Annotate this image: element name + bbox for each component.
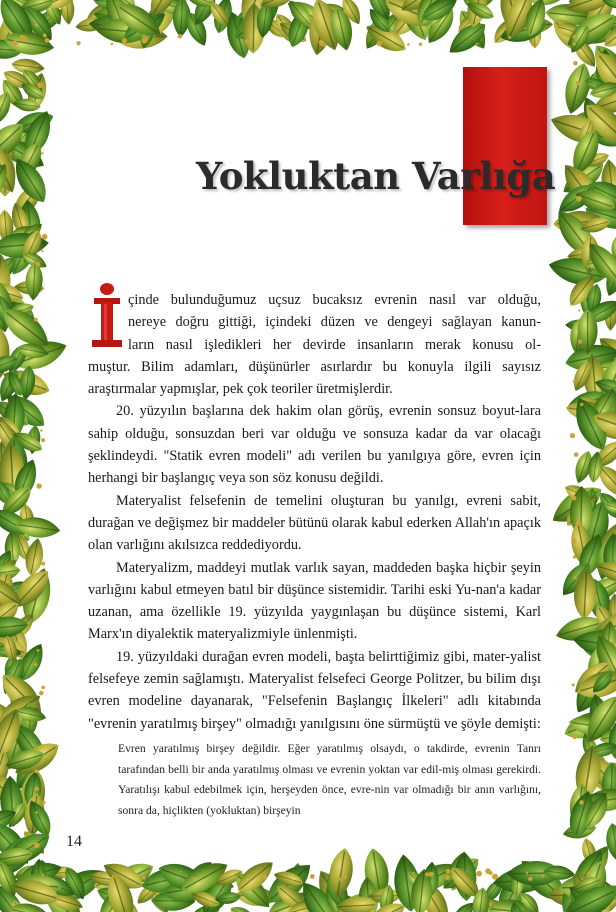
border-vine-dot	[36, 483, 41, 488]
border-vine-dot	[492, 874, 498, 880]
border-vine-dot	[578, 340, 582, 344]
border-vine-dot	[263, 875, 267, 879]
border-vine-dot	[343, 875, 348, 880]
border-vine-dot	[37, 82, 43, 88]
border-vine-dot	[178, 34, 183, 39]
border-vine-dot	[425, 872, 429, 876]
border-vine-dot	[579, 604, 583, 608]
border-vine-dot	[41, 152, 43, 154]
border-vine-dot	[35, 811, 38, 814]
border-leaf	[25, 262, 44, 301]
border-vine-dot	[13, 39, 16, 42]
paragraph-1-line-3: ların nasıl işledikleri her devirde insanların merak konusu ol-	[128, 336, 541, 353]
border-vine-dot	[577, 174, 583, 180]
border-vine-dot	[576, 196, 582, 202]
block-quote: Evren yaratılmış birşey değildir. Eğer yaratılmış olsaydı, o takdirde, evrenin Tanrı tarafından belli bir anda yaratılmış olması ve evrenin yoktan var edil-miş olması gerekirdi. Yaratılışı kabul edebilmek için, herşeyden önce, evre-nin var olmadığı bir anın varlığını, sonra da, hiçlikten (yokluktan) birşeyin	[118, 742, 541, 818]
border-vine-dot	[579, 800, 584, 805]
border-vine-dot	[97, 873, 100, 876]
border-vine-dot	[180, 871, 182, 873]
paragraph-1	[88, 289, 541, 400]
border-vine-dot	[572, 683, 575, 686]
border-vine-dot	[35, 787, 39, 791]
border-vine-dot	[573, 61, 578, 66]
border-vine-dot	[111, 43, 114, 46]
border-vine-dot	[323, 43, 327, 47]
border-vine-dot	[574, 452, 579, 457]
border-vine-dot	[573, 42, 576, 45]
border-vine-dot	[572, 35, 576, 39]
border-vine-dot	[570, 433, 575, 438]
border-vine-dot	[407, 43, 410, 46]
border-vine-dot	[377, 41, 382, 46]
border-vine-dot	[580, 403, 583, 406]
border-vine-dot	[526, 872, 528, 874]
paragraph-1-rest: muştur. Bilim adamları, düşünürler asırlardır bu konuyla ilgili sayısız araştırmalar yapmışlar, pek çok teoriler üretmişlerdir.	[88, 358, 541, 398]
border-vine-dot	[508, 36, 511, 39]
border-vine-dot	[574, 528, 576, 530]
border-vine-dot	[41, 562, 45, 566]
border-vine-dot	[576, 520, 581, 525]
border-vine-dot	[575, 81, 579, 85]
paragraph-5: 19. yüzyıldaki durağan evren modeli, başta belirttiğimiz gibi, mater-yalist felsefeye zemin sağlamıştı. Materyalist felsefeci George Politzer, bu bilim dışı evren modeline dayanarak, "Felsefenin Başlangıç İlkeleri" adlı kitabında "evrenin yaratılmış birşey" olmadığı yanılgısını öne sürmüştü ve şöyle demişti:	[88, 648, 541, 732]
paragraph-4: Materyalizm, maddeyi mutlak varlık sayan, maddeden başka hiçbir şeyin varlığını kabul etmeyen batıl bir düşünce sistemidir. Tarihi eski Yu-nan'a kadar uzanan, ama özellikle 19. yüzyılda yaygınlaşan bu düşünce sistemi, Karl Marx'ın diyalektik materyalizmiyle ünlenmişti.	[88, 559, 541, 643]
border-vine-dot	[42, 234, 48, 240]
body-text	[88, 289, 541, 735]
border-vine-dot	[35, 23, 39, 27]
border-vine-dot	[489, 871, 493, 875]
border-vine-dot	[528, 877, 532, 881]
chapter-title: Yokluktan Varlığa	[196, 154, 556, 198]
border-vine-dot	[41, 686, 45, 690]
border-vine-dot	[142, 876, 146, 880]
border-vine-dot	[41, 438, 45, 442]
border-vine-dot	[572, 539, 576, 543]
border-vine-dot	[579, 70, 581, 72]
border-vine-dot	[122, 38, 127, 43]
border-vine-dot	[77, 41, 81, 45]
border-vine-dot	[42, 874, 44, 876]
border-vine-dot	[542, 875, 545, 878]
border-vine-dot	[36, 262, 41, 267]
border-vine-dot	[37, 649, 40, 652]
border-vine-dot	[62, 874, 66, 878]
border-vine-dot	[45, 38, 50, 43]
border-vine-dot	[144, 36, 149, 41]
border-vine-dot	[39, 388, 42, 391]
border-vine-dot	[578, 309, 580, 311]
paragraph-1-line-2: nereye doğru gittiği, içindeki düzen ve dengeyi sağlayan kanun-	[128, 314, 541, 331]
border-vine-dot	[413, 872, 415, 874]
border-vine-dot	[310, 874, 315, 879]
paragraph-2: 20. yüzyılın başlarına dek hakim olan görüş, evrenin sonsuz boyut-lara sahip olduğu, sonsuzdan beri var olduğu ve sonsuza kadar da var olacağı şeklindeydi. "Statik evren modeli" adı verilen bu yanılgıya göre, evren için herhangi bir başlangıç veya son söz konusu değildi.	[88, 403, 541, 487]
border-vine-dot	[245, 39, 250, 44]
border-vine-dot	[34, 843, 40, 849]
border-vine-dot	[192, 877, 195, 880]
border-vine-dot	[40, 429, 42, 431]
border-vine-dot	[42, 801, 46, 805]
border-vine-dot	[34, 318, 38, 322]
border-vine-dot	[446, 869, 451, 874]
border-vine-dot	[24, 38, 27, 41]
border-vine-dot	[41, 250, 43, 252]
border-vine-dot	[476, 43, 478, 45]
border-vine-dot	[573, 555, 576, 558]
border-vine-dot	[476, 871, 482, 877]
border-vine-dot	[587, 872, 591, 876]
border-vine-dot	[35, 769, 39, 773]
border-vine-dot	[429, 872, 434, 877]
border-vine-dot	[572, 496, 577, 501]
border-vine-dot	[34, 663, 37, 666]
page-number: 14	[66, 833, 82, 850]
border-vine-dot	[572, 735, 577, 740]
paragraph-1-line-1: çinde bulunduğumuz uçsuz bucaksız evrenin nasıl var olduğu,	[128, 292, 541, 308]
paragraph-3: Materyalist felsefenin de temelini oluşturan bu yanılgı, evreni sabit, durağan ve değişmez bir maddeler bütünü olarak kabul ederken Allah'ın apaçık olan varlığını akılsızca reddediyordu.	[88, 492, 541, 554]
border-vine-dot	[419, 43, 422, 46]
border-vine-dot	[35, 65, 37, 67]
border-vine-dot	[574, 576, 577, 579]
title-red-block	[463, 67, 547, 225]
border-vine-dot	[39, 691, 44, 696]
border-vine-dot	[338, 878, 341, 881]
border-vine-dot	[43, 34, 47, 38]
border-vine-dot	[445, 875, 450, 880]
border-vine-dot	[573, 380, 576, 383]
